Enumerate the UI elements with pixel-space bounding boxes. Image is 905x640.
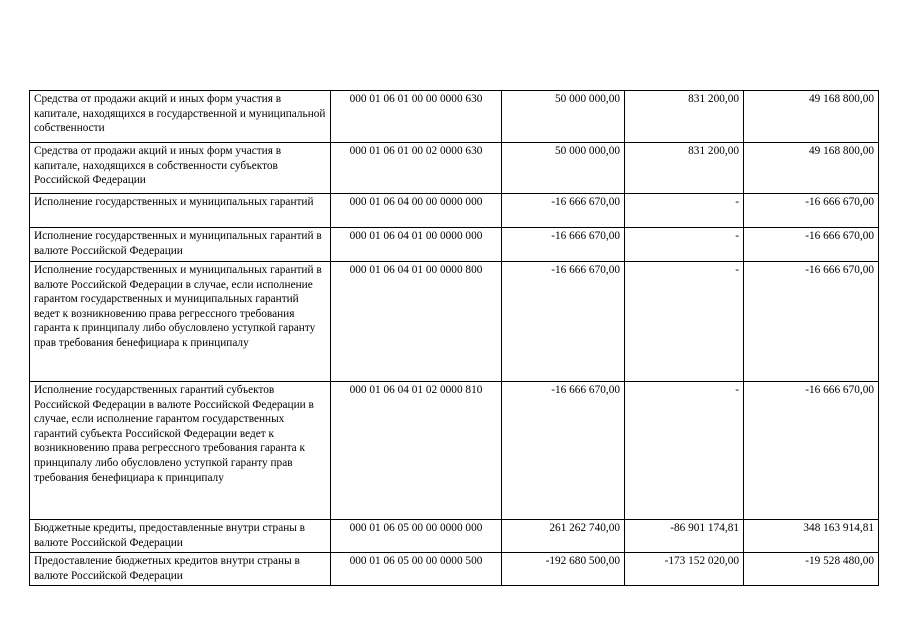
row-name-cell: Бюджетные кредиты, предоставленные внутри страны в валюте Российской Федерации <box>30 520 331 553</box>
row-name-cell: Исполнение государственных и муниципальных гарантий в валюте Российской Федерации <box>30 228 331 262</box>
row-value2-cell: - <box>625 382 744 520</box>
row-value2-cell: 831 200,00 <box>625 143 744 194</box>
row-value1-cell: 50 000 000,00 <box>502 143 625 194</box>
row-value3-cell: 49 168 800,00 <box>744 143 879 194</box>
row-code-cell: 000 01 06 05 00 00 0000 000 <box>331 520 502 553</box>
budget-sources-table <box>29 90 879 586</box>
row-value1-cell: -16 666 670,00 <box>502 382 625 520</box>
row-value3-cell: -16 666 670,00 <box>744 382 879 520</box>
row-name-cell: Исполнение государственных и муниципальных гарантий в валюте Российской Федерации в случае, если исполнение гарантом государственных и муниципальных гарантий ведет к возникновению права регрессного требования гаранта к принципалу либо обусловлено уступкой гаранту прав требования бенефициара к принципалу <box>30 262 331 382</box>
row-code-cell: 000 01 06 04 01 02 0000 810 <box>331 382 502 520</box>
table-row <box>30 143 879 194</box>
row-name-cell: Исполнение государственных и муниципальных гарантий <box>30 194 331 228</box>
row-value3-cell: 49 168 800,00 <box>744 91 879 143</box>
row-code-cell: 000 01 06 01 00 00 0000 630 <box>331 91 502 143</box>
row-value1-cell: -16 666 670,00 <box>502 194 625 228</box>
row-code-cell: 000 01 06 05 00 00 0000 500 <box>331 553 502 586</box>
row-value3-cell: -16 666 670,00 <box>744 262 879 382</box>
row-value1-cell: 50 000 000,00 <box>502 91 625 143</box>
row-value1-cell: -192 680 500,00 <box>502 553 625 586</box>
table-row <box>30 262 879 382</box>
row-value2-cell: - <box>625 228 744 262</box>
row-name-cell: Средства от продажи акций и иных форм участия в капитале, находящихся в государственной и муниципальной собственности <box>30 91 331 143</box>
row-value1-cell: -16 666 670,00 <box>502 228 625 262</box>
row-value2-cell: 831 200,00 <box>625 91 744 143</box>
row-value3-cell: -16 666 670,00 <box>744 228 879 262</box>
table-row <box>30 553 879 586</box>
row-value1-cell: 261 262 740,00 <box>502 520 625 553</box>
table-row <box>30 520 879 553</box>
table-row <box>30 382 879 520</box>
row-value2-cell: - <box>625 194 744 228</box>
row-value2-cell: -86 901 174,81 <box>625 520 744 553</box>
row-value2-cell: - <box>625 262 744 382</box>
row-value3-cell: 348 163 914,81 <box>744 520 879 553</box>
row-name-cell: Предоставление бюджетных кредитов внутри страны в валюте Российской Федерации <box>30 553 331 586</box>
row-value2-cell: -173 152 020,00 <box>625 553 744 586</box>
row-code-cell: 000 01 06 04 01 00 0000 800 <box>331 262 502 382</box>
row-value3-cell: -16 666 670,00 <box>744 194 879 228</box>
row-name-cell: Средства от продажи акций и иных форм участия в капитале, находящихся в собственности субъектов Российской Федерации <box>30 143 331 194</box>
table-row <box>30 91 879 143</box>
row-name-cell: Исполнение государственных гарантий субъектов Российской Федерации в валюте Российской Федерации в случае, если исполнение гарантом государственных гарантий субъекта Российской Федерации ведет к возникновению права регрессного требования гаранта к принципалу либо обусловлено уступкой гаранту прав требования бенефициара к принципалу <box>30 382 331 520</box>
row-code-cell: 000 01 06 01 00 02 0000 630 <box>331 143 502 194</box>
row-value3-cell: -19 528 480,00 <box>744 553 879 586</box>
row-code-cell: 000 01 06 04 01 00 0000 000 <box>331 228 502 262</box>
table-row <box>30 228 879 262</box>
row-value1-cell: -16 666 670,00 <box>502 262 625 382</box>
row-code-cell: 000 01 06 04 00 00 0000 000 <box>331 194 502 228</box>
table-row <box>30 194 879 228</box>
